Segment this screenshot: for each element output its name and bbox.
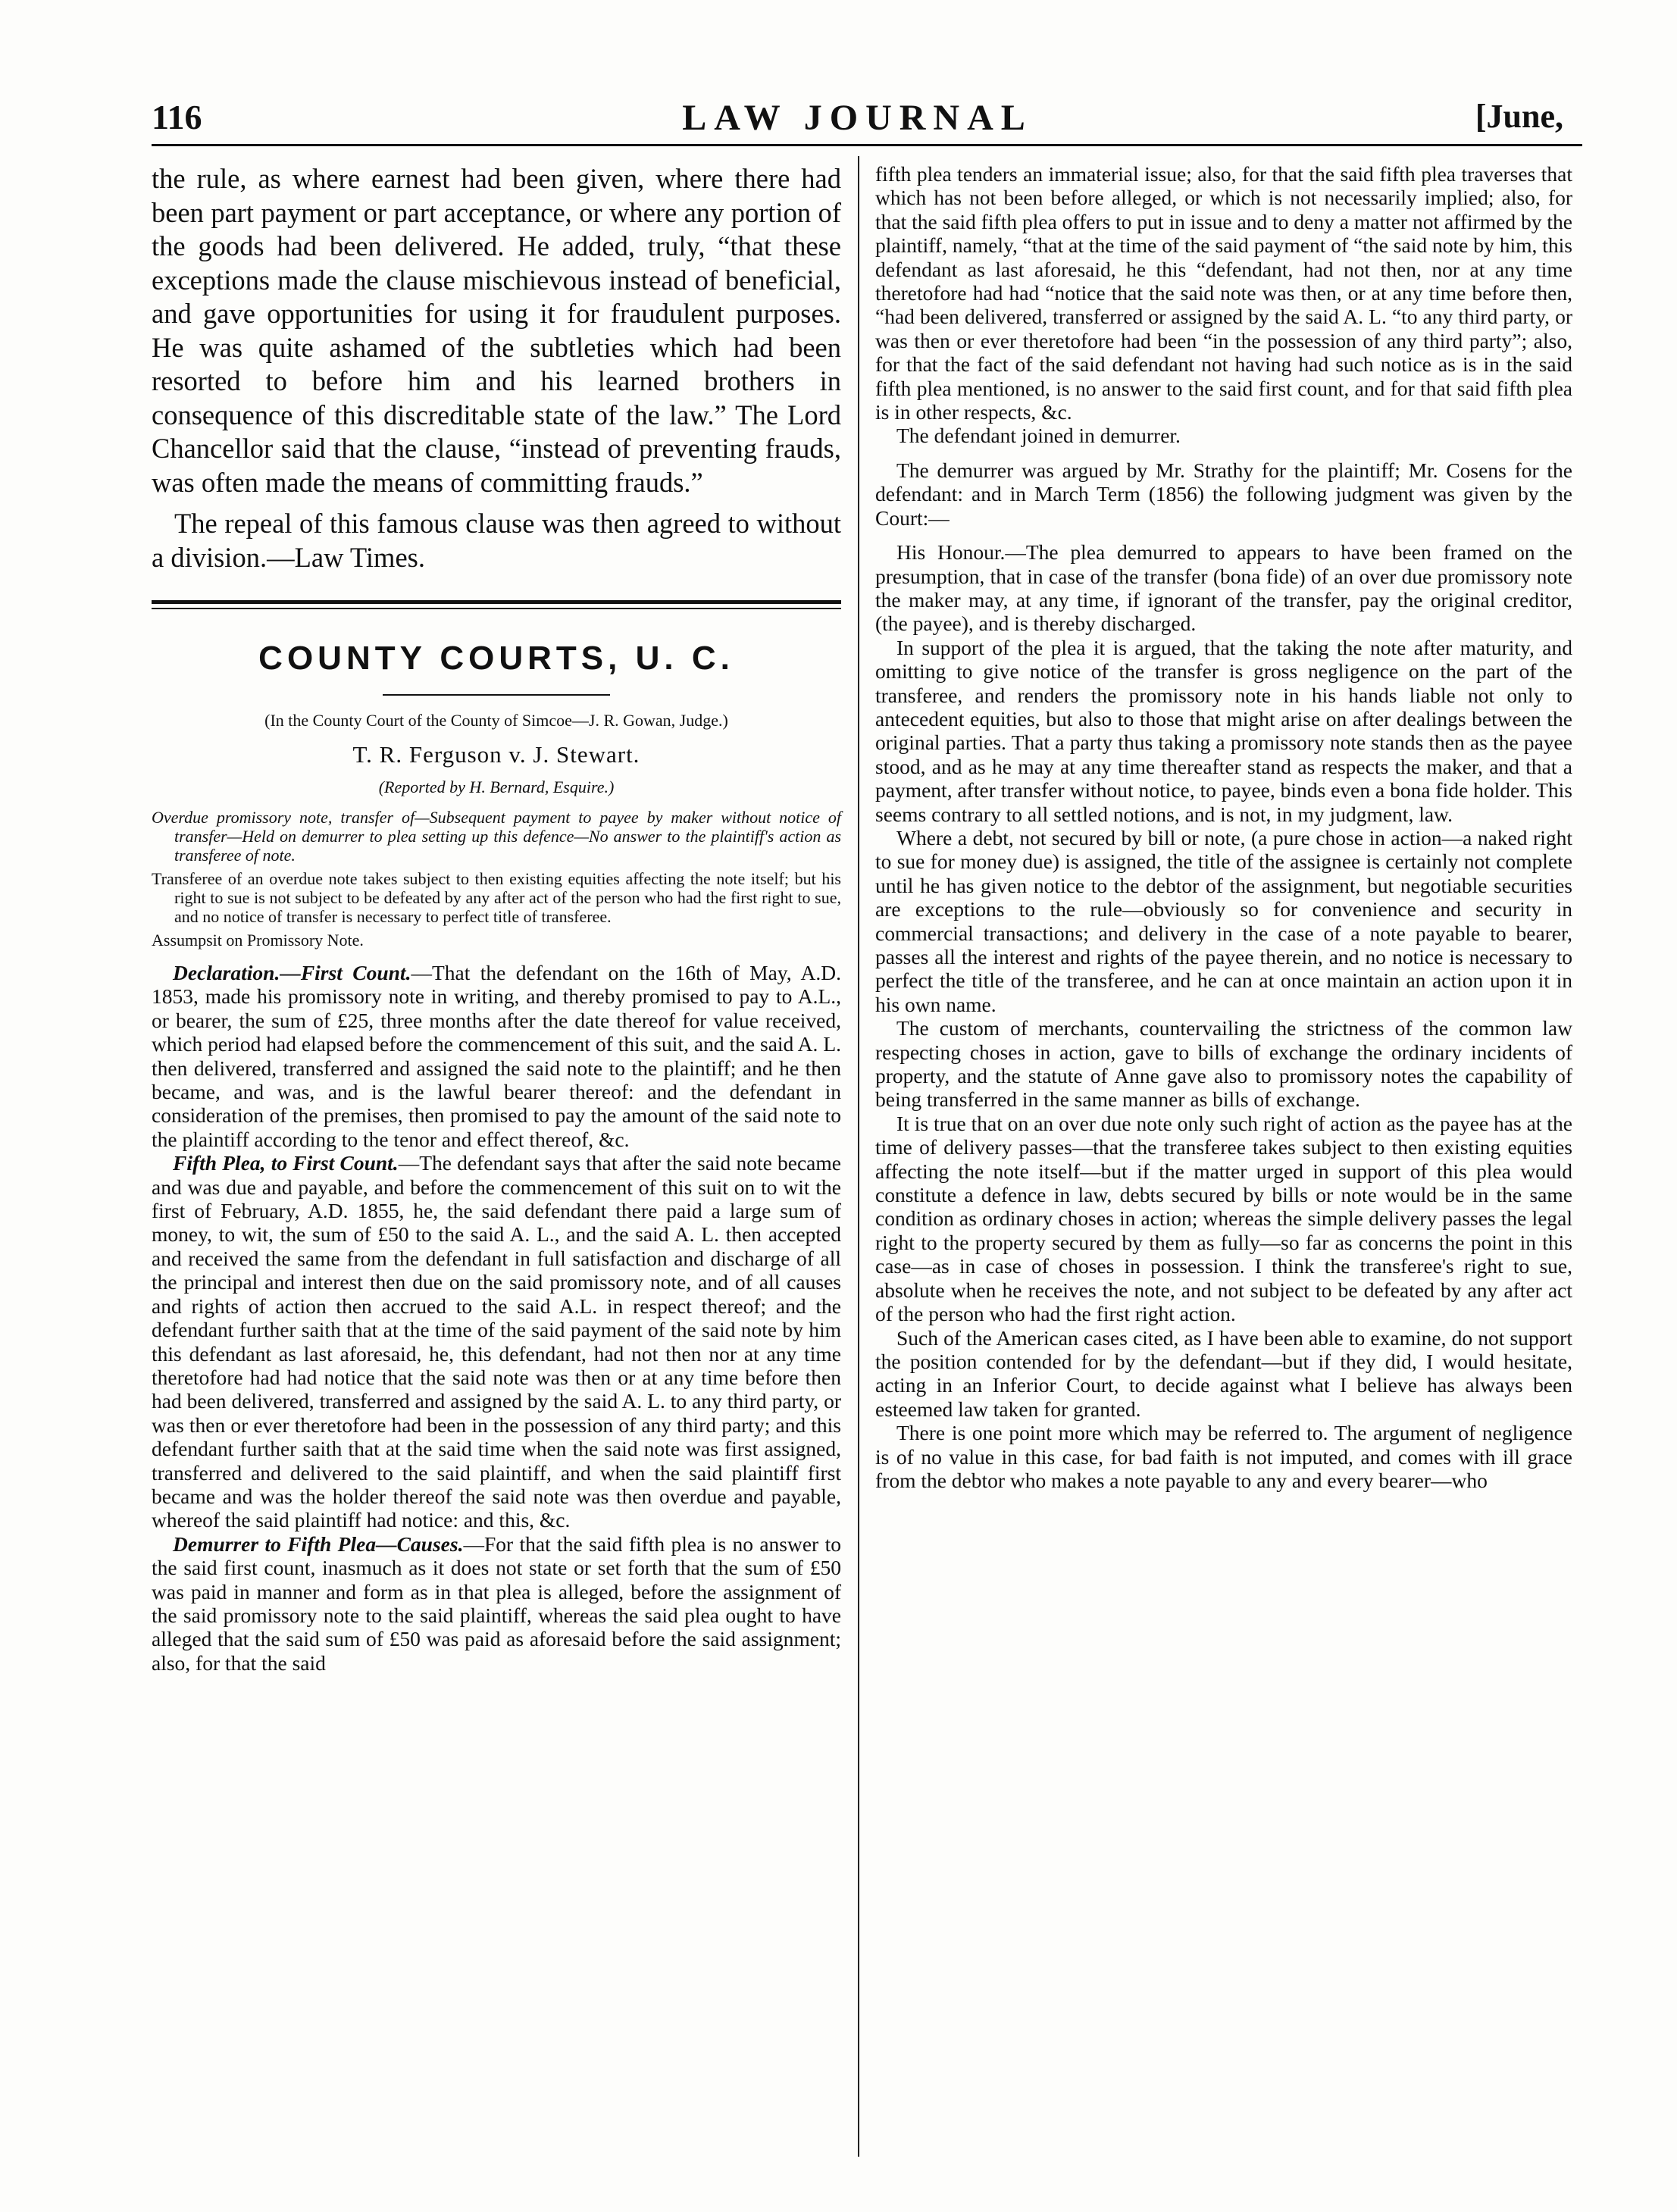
reporter-line: (Reported by H. Bernard, Esquire.) [378,777,615,796]
plea-text: —The defendant says that after the said note became and was due and payable, and before the commencement of this suit on to wit the first of February, A.D. 1855, he, the said defendant there paid a large sum of money, to wit, the sum of £50 to the said A. L., and the said A. L. then accepted and received the same from the defendant in full satisfaction and discharge of all the principal and interest then due on the said promissory note, and of all causes and rights of action then accrued to the said A.L. in respect thereof; and the defendant further saith that at the time of the said payment of the said note by him this defendant as last aforesaid, he, this defendant, had not then nor at any time theretofore had had notice that the said note was then or at any time before then had been delivered, transferred and assigned by the said A. L. to any third party, or was then or ever theretofore had been in the possession of any third party; and this defendant further saith that at the said time when the said note was first assigned, transferred and delivered to the said plaintiff, and when the said plaintiff first became and was the holder thereof the said note was then overdue and payable, whereof the said plaintiff had notice: and this, &c. [152,1151,841,1532]
assumpsit-line: Assumpsit on Promissory Note. [152,931,364,950]
plea-heading: Fifth Plea, to First Count. [173,1151,399,1175]
demurrer-text: —For that the said fifth plea is no answer to the said first count, inasmuch as it does not state or set forth that the sum of £50 was paid in manner and form as in that plea is alleged, before the assignment of the said promissory note to the said plaintiff, whereas the said plea ought to have alleged that the said sum of £50 was paid as aforesaid before the said assignment; also, for that the said [152,1532,841,1675]
month-label: [June, [1475,98,1563,135]
headnote: Transferee of an overdue note takes subject to then existing equities affecting the note itself; but his right to sue is not subject to be defeated by any after act of the person who had the first right to sue, and no notice of transfer is necessary to perfect title of transferee. [152,869,841,926]
judgment-paragraph: Where a debt, not secured by bill or note, (a pure chose in action—a naked right to sue for money due) is assigned, the title of the assignee is certainly not complete until he has given notice to the debtor of the assignment, but negotiable securities are exceptions to the rule—obviously so for convenience and security in commercial transactions; and delivery in the case of a note payable to bearer, passes all the interest and rights of the payee therein, and no notice is necessary to perfect the title of the transferee, and he can at once maintain an action upon it in his own name. [875,825,1572,1016]
title-rule [383,694,610,696]
right-column [875,162,1572,1492]
page-number: 116 [152,98,202,136]
judgment-paragraph: There is one point more which may be referred to. The argument of negligence is of no value in this case, for bad faith is not imputed, and comes with ill grace from the debtor who makes a note payable to any and every bearer—who [875,1421,1572,1492]
declaration-text: —That the defendant on the 16th of May, A.D. 1853, made his promissory note in writing, and thereby promised to pay to A.L., or bearer, the sum of £25, three months after the date thereof for value received, which period had elapsed before the commencement of this suit, and the said A. L. then delivered, transferred and assigned the said note to the plaintiff; and he then became, and was, and is the lawful bearer thereof: and the defendant in consideration of the premises, then promised to pay the amount of the said note to the plaintiff according to the tenor and effect thereof, &c. [152,961,841,1151]
demurrer-heading: Demurrer to Fifth Plea—Causes. [173,1532,464,1556]
section-divider [152,600,841,609]
judgment-paragraph: The defendant joined in demurrer. [896,424,1181,448]
judgment-paragraph: fifth plea tenders an immaterial issue; also, for that the said fifth plea traverses that which has not been before alleged, or which is not necessarily implied; also, for that the said fifth plea offers to put in issue and to deny a matter not affirmed by the plaintiff, namely, “that at the time of the said payment of “the said note by him, this defendant as last aforesaid, he this “defendant, had not then, nor at any time theretofore had had “notice that the said note was then, or at any time before then, “had been delivered, transferred or assigned by the said A. L. “to any third party, or was then or ever theretofore had been “in the possession of any third party”; also, for that the fact of the said defendant not having had such notice as is in the said fifth plea mentioned, is no answer to the said first count, and for that said fifth plea is in other respects, &c. [875,162,1572,424]
judgment-paragraph: The demurrer was argued by Mr. Strathy for the plaintiff; Mr. Cosens for the defendant: and in March Term (1856) the following judgment was given by the Court:— [875,458,1572,530]
section-title: COUNTY COURTS, U. C. [258,640,734,677]
article-paragraph: The repeal of this famous clause was then agreed to without a division.—Law Times. [152,508,841,573]
left-column [152,162,841,1675]
judgment-paragraph: It is true that on an over due note only such right of action as the payee has at the time of delivery passes—that the transferee takes subject to then existing equities affecting the note itself—but if the matter urged in support of this plea would constitute a defence in law, debts secured by bills or note would be in the same condition as ordinary choses in action; whereas the simple delivery passes the legal right to the property secured by them as fully—so far as concerns the point in this case—as in case of choses in possession. I think the transferee's right to sue, absolute when he receives the note, and not subject to be defeated by any after act of the person who had the first right action. [875,1111,1572,1326]
running-head [152,97,1563,142]
judgment-paragraph: In support of the plea it is argued, that the taking the note after maturity, and omitting to give notice of the transfer is gross negligence on the part of the transferee, and renders the promissory note in his hands liable not only to antecedent equities, but also to those that might arise on after dealings between the original parties. That a party thus taking a promissory note stands then as the payee stood, and as he may at any time thereafter stand as respects the maker, and that a payment, after transfer without notice, to payee, binds even a bona fide holder. This seems contrary to all settled notions, and is not, in my judgment, law. [875,635,1572,826]
column-rule [858,156,859,2157]
case-title: T. R. Ferguson v. J. Stewart. [352,741,640,768]
plea-paragraph [152,1151,841,1532]
header-rule [152,144,1582,146]
declaration-paragraph [152,961,841,1151]
demurrer-paragraph [152,1532,841,1675]
judgment-paragraph: Such of the American cases cited, as I have been able to examine, do not support the position contended for by the defendant—but if they did, I would hesitate, acting in an Inferior Court, to decide against what I believe has always been esteemed law taken for granted. [875,1325,1572,1421]
court-line: (In the County Court of the County of Simcoe—J. R. Gowan, Judge.) [264,711,728,730]
declaration-heading: Declaration.—First Count. [173,961,411,984]
judgment-paragraph: His Honour.—The plea demurred to appears to have been framed on the presumption, that in case of the transfer (bona fide) of an over due promissory note the maker may, at any time, if ignorant of the transfer, pay the original creditor, (the payee), and is thereby discharged. [875,540,1572,636]
judgment-paragraph: The custom of merchants, countervailing the strictness of the common law respecting choses in action, gave to bills of exchange the ordinary incidents of property, and the statute of Anne gave also to promissory notes the capability of being transferred in the same manner as bills of exchange. [875,1016,1572,1112]
headnote: Overdue promissory note, transfer of—Subsequent payment to payee by maker without notice of transfer—Held on demurrer to plea setting up this defence—No answer to the plaintiff's action as transferee of note. [152,808,841,865]
journal-title: LAW JOURNAL [682,98,1033,138]
article-paragraph: the rule, as where earnest had been given, where there had been part payment or part acceptance, or where any portion of the goods had been delivered. He added, truly, “that these exceptions made the clause mischievous instead of beneficial, and gave opportunities for using it for fraudulent purposes. He was quite ashamed of the subtleties which had been resorted to before him and his learned brothers in consequence of this discreditable state of the law.” The Lord Chancellor said that the clause, “instead of preventing frauds, was often made the means of committing frauds.” [152,163,841,498]
